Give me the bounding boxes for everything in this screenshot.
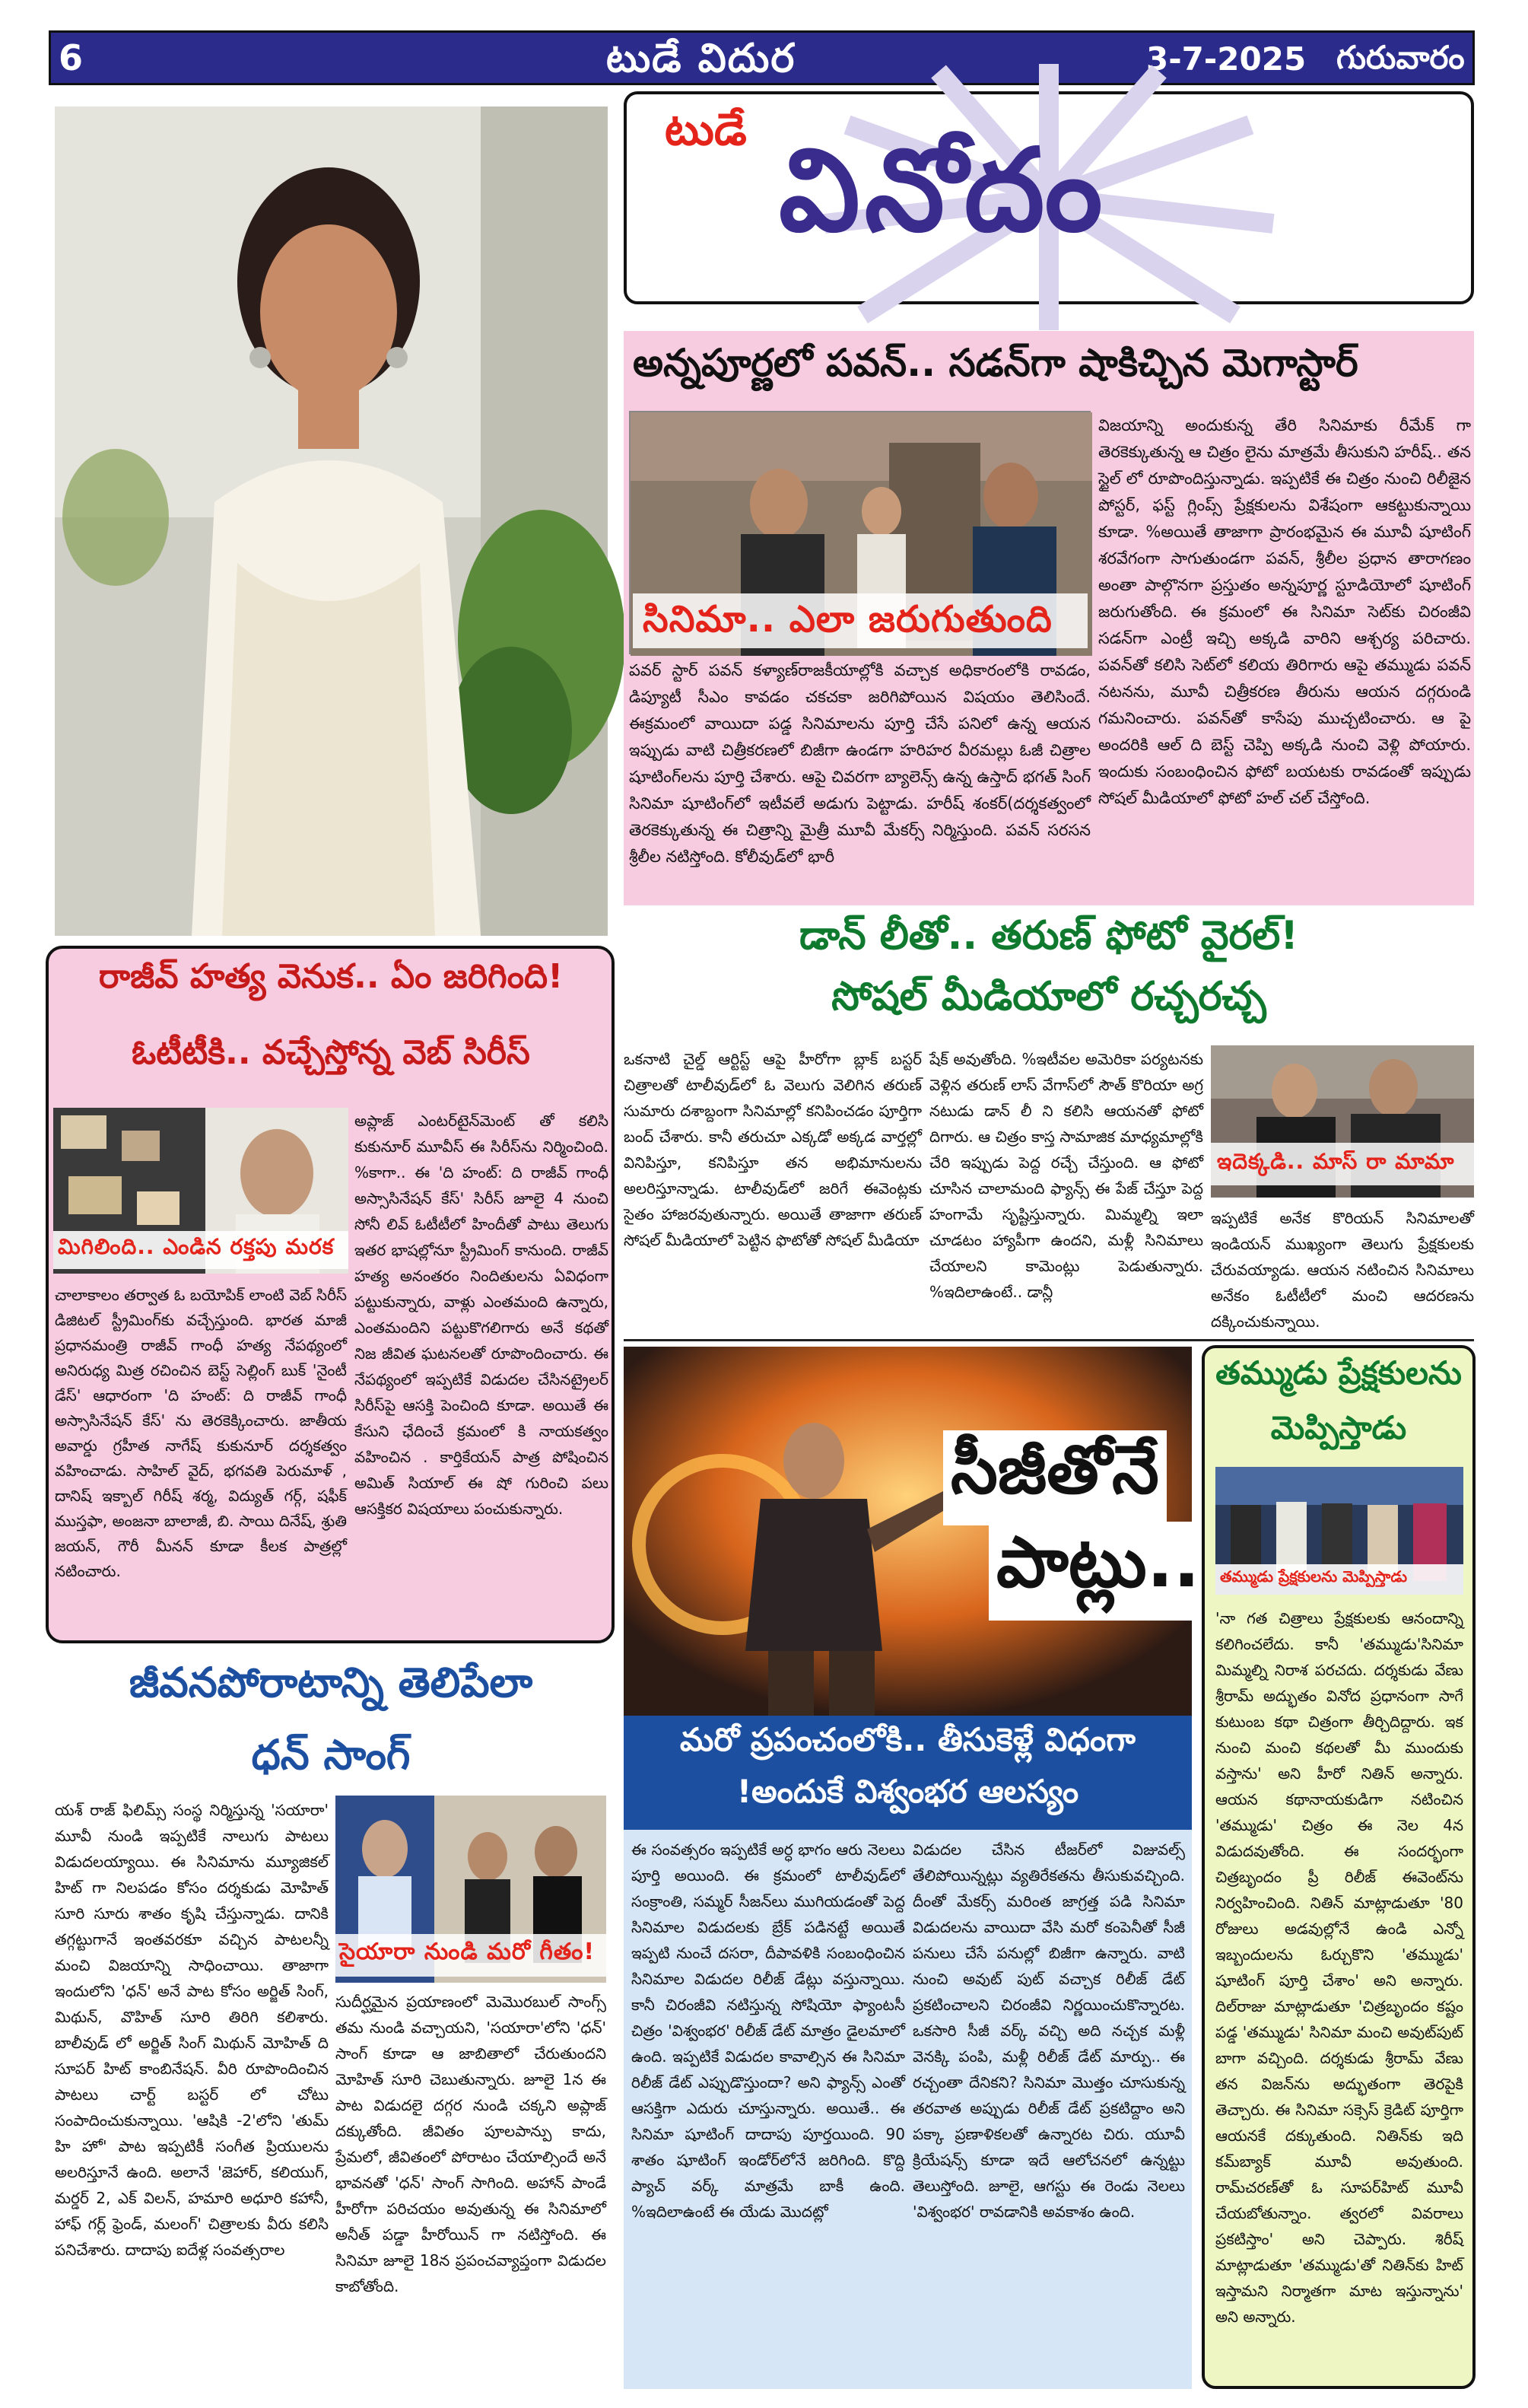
tarun-body-left: ఒకనాటి చైల్డ్ ఆర్టిస్ట్ ఆపై హీరోగా బ్లాక్ బస్టర్ చిత్రాలతో టాలీవుడ్‌లో ఓ వెలుగు వెలిగిన తరుణ్ సుమారు దశాబ్దంగా సినిమాల్లో కనిపించడం పూర్తిగా బంద్ చేశారు. కానీ తరుచూ ఎక్కడో అక్కడ వార్తల్లో వినిపిస్తూ, కనిపిస్తూ తన అభిమానులను అలరిస్తూన్నాడు. టాలీవుడ్‌లో జరిగే ఈవెంట్లకు సైతం హాజరవుతున్నారు. అయితే తాజాగా తరుణ్ సోషల్ మీడియాలో పెట్టిన ఫొటోతో సోషల్ మీడియా (624, 1050, 922, 1249)
dhun-headline-line1: జీవనపోరాటాన్ని తెలిపేలా (129, 1659, 533, 1707)
banner-big-text: వినోదం (779, 125, 1107, 257)
rajiv-headline-line1: రాజీవ్ హత్య వెనుక.. ఏం జరిగింది! (98, 957, 564, 996)
issue-date: 3-7-2025 (1146, 40, 1307, 78)
divider (624, 1339, 1474, 1341)
thammudu-headline-line1: తమ్ముడు ప్రేక్షకులను (1215, 1354, 1462, 1392)
annapurna-photo-caption: సినిమా.. ఎలా జరుగుతుంది (643, 598, 1053, 641)
vishwambhara-photo-text-2: పాట్లు.. (989, 1522, 1208, 1621)
actress-photo (55, 107, 608, 936)
annapurna-body-right: విజయాన్ని అందుకున్న తేరి సినిమాకు రీమేక్ గా తెరకెక్కుతున్న ఆ చిత్రం లైను మాత్రమే తీసుకుని హరీష్.. తన స్టైల్ లో రూపొందిస్తున్నాడు. ఇప్పటికే ఈ చిత్రం నుంచి రిలీజైన పోస్టర్, ఫస్ట్ గ్లింప్స్ ప్రేక్షకులను విశేషంగా ఆకట్టుకున్నాయి కూడా. %అయితే తాజాగా ప్రారంభమైన ఈ మూవీ షూటింగ్ శరవేగంగా సాగుతుండగా పవన్, శ్రీలీల ప్రధాన తారాగణం అంతా పాల్గొనగా ప్రస్తుతం అన్నపూర్ణ స్టూడియోలో షూటింగ్ జరుగుతోంది. ఈ క్రమంలో ఈ సినిమా సెట్‌కు చిరంజీవి సడన్‌గా ఎంట్రీ ఇచ్చి అక్కడి వారిని ఆశ్చర్య పరిచారు. పవన్‌తో కలిసి సెట్‌లో కలియ తిరిగారు ఆపై తమ్ముడు పవన్ నటనను, మూవీ చిత్రీకరణ తీరును ఆయన దగ్గరుండి గమనించారు. పవన్‌తో కాసేపు ముచ్చటించారు. ఆ పై అందరికి ఆల్ ది బెస్ట్ చెప్పి అక్కడి నుంచి వెళ్లి పోయారు. ఇందుకు సంబంధించిన ఫోటో బయటకు రావడంతో ఇప్పుడు సోషల్ మీడియాలో ఫోటో హల్ చల్ చేస్తోంది. (1098, 416, 1471, 807)
masthead-bar (49, 30, 1475, 85)
dhun-photo-caption: సైయారా నుండి మరో గీతం! (339, 1939, 596, 1965)
issue-weekday: గురువారం (1336, 39, 1465, 76)
page-number: 6 (59, 37, 84, 78)
annapurna-headline: అన్నపూర్ణలో పవన్.. సడన్‌గా షాకిచ్చిన మెగాస్టార్ (633, 341, 1358, 385)
vishwambhara-headline-line2: !అందుకే విశ్వంభర ఆలస్యం (736, 1773, 1079, 1810)
annapurna-body-left: పవర్ స్టార్ పవన్ కళ్యాణ్‌రాజకీయాల్లోకి వచ్చాక అధికారంలోకి రావడం, డిప్యూటీ సీఎం కావడం చకచకా జరిగిపోయిన విషయం తెలిసిందే. ఈక్రమంలో వాయిదా పడ్డ సినిమాలను పూర్తి చేసే పనిలో ఉన్న ఆయన ఇప్పుడు వాటి చిత్రీకరణలో బిజీగా ఉండగా హరిహర వీరమల్లు ఓజీ చిత్రాల షూటింగ్‌లను పూర్తి చేశారు. ఆపై చివరగా బ్యాలెన్స్ ఉన్న ఉస్తాద్ భగత్ సింగ్ సినిమా షూటింగ్‌లో ఇటీవలే అడుగు పెట్టాడు. హరీష్ శంకర్(దర్శకత్వంలో తెరకెక్కుతున్న ఈ చిత్రాన్ని మైత్రీ మూవీ మేకర్స్ నిర్మిస్తుంది. పవన్ సరసన శ్రీలీల నటిస్తోంది. కోలీవుడ్‌లో భారీ (629, 661, 1091, 866)
tarun-headline-line1: డాన్ లీతో.. తరుణ్ ఫోటో వైరల్! (799, 913, 1298, 959)
dhun-body-right: సుదీర్ఘమైన ప్రయాణంలో మెమొరబుల్ సాంగ్స్ తమ నుండి వచ్చాయని, 'సయారా'లోని 'ధన్' సాంగ్ కూడా ఆ జాబితాలో చేరుతుందని మోహిత్ సూరి చెబుతున్నారు. జూలై 1న ఈ పాట విడుదలై దగ్గర నుండి చక్కని అప్లాజ్ దక్కుతోంది. జీవితం పూలపాన్పు కాదు, ప్రేమలో, జీవితంలో పోరాటం చేయాల్సిందే అనే భావనతో 'ధన్' సాంగ్ సాగింది. అహాన్ పాండే హీరోగా పరిచయం అవుతున్న ఈ సినిమాలో అనీత్ పడ్డా హీరోయిన్ గా నటిస్తోంది. ఈ సినిమా జూలై 18న ప్రపంచవ్యాప్తంగా విడుదల కాబోతోంది. (335, 1993, 606, 2295)
rajiv-body-right-cont (354, 1298, 608, 1633)
paper-name: టుడే విదుర (606, 36, 796, 81)
tarun-photo-caption: ఇదెక్కడి.. మాస్ రా మామా (1217, 1149, 1455, 1174)
rajiv-headline-line2: ఓటీటీకి.. వచ్చేస్తోన్న వెబ్ సిరీస్ (132, 1033, 530, 1072)
thammudu-body: 'నా గత చిత్రాలు ప్రేక్షకులకు ఆనందాన్ని కలిగించలేదు. కానీ 'తమ్ముడు'సినిమా మిమ్మల్ని నిరాశ పరచదు. దర్శకుడు వేణు శ్రీరామ్ అద్భుతం వినోద ప్రధానంగా సాగే కుటుంబ కథా చిత్రంగా తీర్చిదిద్దారు. ఇక నుంచి మంచి కథలతో మీ ముందుకు వస్తాను' అని హీరో నితిన్ అన్నారు. ఆయన కథానాయకుడిగా నటించిన 'తమ్ముడు' చిత్రం ఈ నెల 4న విడుదవుతోంది. ఈ సందర్భంగా చిత్రబృందం ప్రీ రిలీజ్ ఈవెంట్‌ను నిర్వహించింది. నితిన్ మాట్లాడుతూ '80 రోజులు అడవుల్లోనే ఉండి ఎన్నో ఇబ్బందులను ఓర్చుకొని 'తమ్ముడు' షూటింగ్ పూర్తి చేశాం' అని అన్నారు. దిల్‌రాజు మాట్లాడుతూ 'చిత్రబృందం కష్టం పడ్డ 'తమ్ముడు' సినిమా మంచి అవుట్‌పుట్ బాగా వచ్చింది. దర్శకుడు శ్రీరామ్ వేణు తన విజన్‌ను అద్భుతంగా తెరపైకి తెచ్చారు. ఈ సినిమా సక్సెస్ క్రెడిట్ పూర్తిగా ఆయనకే దక్కుతుంది. నితిన్‌కు ఇది కమ్‌బ్యాక్ మూవీ అవుతుంది. రామ్‌చరణ్‌తో ఓ సూపర్‌హిట్ మూవీ చేయబోతున్నాం. త్వరలో వివరాలు ప్రకటిస్తాం' అని చెప్పారు. శిరీష్ మాట్లాడుతూ 'తమ్ముడు'తో నితిన్‌కు హిట్ ఇస్తామని నిర్మాతగా మాట ఇస్తున్నాను' అని అన్నారు. (1215, 1609, 1463, 2326)
thammudu-photo-caption: తమ్ముడు ప్రేక్షకులను మెప్పిస్తాడు (1220, 1567, 1408, 1586)
tarun-body-right: ఇప్పటికే అనేక కొరియన్ సినిమాలతో ఇండియన్ ముఖ్యంగా తెలుగు ప్రేక్షకులకు చేరువయ్యాడు. ఆయన నటించిన సినిమాలు అనేకం ఓటీటీలో మంచి ఆదరణను దక్కించుకున్నాయి. (1211, 1209, 1474, 1331)
vishwambhara-body-right: విడుదల చేసిన టీజర్‌లో విజువల్స్ తేలిపోయిన్నట్లు వ్యతిరేకతను తీసుకువచ్చింది. దీంతో మేకర్స్ మరింత జాగ్రత్త పడి సినిమా విడుదలను వాయిదా వేసి మరో కంపెనీతో సీజీ పనులు చేసే పనుల్లో బిజీగా ఉన్నారు. వాటి నుంచి అవుట్ పుట్ వచ్చాక రిలీజ్ డేట్ ప్రకటించాలని చిరంజీవి నిర్ణయించుకొన్నారట. ఒకసారి సీజీ వర్క్ వచ్చి అది నచ్చక మళ్లీ వెనక్కి పంపి, మళ్లీ రిలీజ్ డేట్ మార్పు.. ఈ రచ్చంతా దేనికని? సినిమా మొత్తం చూసుకున్న తరవాత అప్పుడు రిలీజ్ డేట్ ప్రకటిద్దాం అని పక్కా ప్రణాళికలతో ఉన్నారట చిరు. యూవీ క్రియేషన్స్ కూడా ఇదే ఆలోచనలో ఉన్నట్టు తెలుస్తోంది. జూలై, ఆగస్టు ఈ రెండు నెలలు 'విశ్వంభర' రావడానికి అవకాశం ఉంది. (913, 1840, 1185, 2221)
rajiv-body-full: చాలాకాలం తర్వాత ఓ బయోపిక్ లాంటి వెబ్ సిరీస్ డిజిటల్ స్ట్రీమింగ్‌కు వచ్చేస్తుంది. భారత మాజీ ప్రధానమంత్రి రాజీవ్ గాంధీ హత్య నేపథ్యంలో అనిరుధ్య మిత్ర రచించిన బెస్ట్ సెల్లింగ్ బుక్ 'నైంటీ డేస్' ఆధారంగా 'ది హంట్: ది రాజీవ్ గాంధీ అస్సాసినేషన్ కేస్' ను తెరకెక్కించారు. జాతీయ అవార్డు గ్రహీత నాగేష్ కుకునూర్ దర్శకత్వం వహించాడు. సాహిల్ వైద్, భగవతి పెరుమాళ్ , దానిష్ ఇక్బాల్ గిరీష్ శర్మ, విద్యుత్ గర్గ్, షఫీక్ ముస్తఫా, అంజనా బాలాజీ, బి. సాయి దినేష్, శ్రుతి జయన్, గౌరీ మీనన్ కూడా కీలక పాత్రల్లో నటించారు. (55, 1286, 347, 1580)
tarun-body-mid: షేక్ అవుతోంది. %ఇటీవల అమెరికా పర్యటనకు వెళ్లిన తరుణ్ లాస్ వేగాస్‌లో సౌత్ కొరియా అగ్ర నటుడు డాన్ లీ ని కలిసి ఆయనతో ఫోటో దిగారు. ఆ చిత్రం కాస్త సామాజిక మాధ్యమాల్లోకి చేరి ఇప్పుడు పెద్ద రచ్చే చేస్తుంది. ఆ ఫోటో చూసిన చాలామంది ఫ్యాన్స్ ఈ పేజ్ చేస్తూ పెద్ద హంగామే సృష్టిస్తున్నారు. మిమ్మల్ని ఇలా చూడటం హ్యాపీగా ఉందని, మళ్లీ సినిమాలు చేయాలని కామెంట్లు పెడుతున్నారు. %ఇదిలాఉంటే.. డాన్లీ (929, 1050, 1203, 1301)
vishwambhara-photo-text-1: సీజీతోనే (943, 1430, 1167, 1525)
vishwambhara-body-left: ఈ సంవత్సరం ఇప్పటికే అర్ధ భాగం ఆరు నెలలు పూర్తి అయింది. ఈ క్రమంలో టాలీవుడ్‌లో సంక్రాంతి, సమ్మర్ సీజన్‌లు ముగియడంతో పెద్ద సినిమాల విడుదలకు బ్రేక్ పడినట్టే అయితే ఇప్పటి నుంచే దసరా, దీపావళికి సంబంధించిన సినిమాల విడుదల రిలీజ్ డేట్లు వస్తున్నాయి. కానీ చిరంజీవి నటిస్తున్న సోషియో ఫ్యాంటసీ చిత్రం 'విశ్వంభర' రిలీజ్ డేట్ మాత్రం డైలమాలో ఉంది. ఇప్పటికే విడుదల కావాల్సిన ఈ సినిమా రిలీజ్ డేట్ ఎప్పుడొస్తుందా? అని ఫ్యాన్స్ ఎంతో ఆసక్తిగా ఎదురు చూస్తున్నారు. అయితే.. ఈ సినిమా షూటింగ్ దాదాపు పూర్తయింది. 90 శాతం షూటింగ్ ఇండోర్‌లోనే జరిగింది. కొద్ది ప్యాచ్ వర్క్ మాత్రమే బాకీ ఉంది. %ఇదిలాఉంటే ఈ యేడు మొదట్లో (631, 1840, 905, 2221)
rajiv-body-right: అప్లాజ్ ఎంటర్‌టైన్‌మెంట్ తో కలిసి కుకునూర్ మూవీస్ ఈ సిరీస్‌ను నిర్మించింది. %కాగా.. ఈ 'ది హంట్: ది రాజీవ్ గాంధీ అస్సాసినేషన్ కేస్' సిరీస్ జూలై 4 నుంచి సోనీ లివ్ ఓటీటీలో హిందీతో పాటు తెలుగు ఇతర భాషల్లోనూ స్ట్రీమింగ్ కానుంది. రాజీవ్ హత్య అనంతరం నిందితులను ఏవిధంగా పట్టుకున్నారు, వాళ్లు ఎంతమంది ఉన్నారు, ఎంతమందిని పట్టుకొగలిగారు అనే కథతో నిజ జీవిత ఘటనలతో రూపొందించారు. ఈ నేపథ్యంలో ఇప్పటికే విడుదల చేసినట్రైలర్ సిరీస్‌పై ఆసక్తి పెంచింది కూడా. అయితే ఈ కేసుని ఛేదించే క్రమంలో కి నాయకత్వం వహించిన . కార్తికేయన్ పాత్ర పోషించిన అమిత్ సియాల్ ఈ షో గురించి పలు ఆసక్తికర విషయాలు పంచుకున్నారు. (354, 1112, 608, 1518)
dhun-body-left: యశ్ రాజ్ ఫిలిమ్స్ సంస్థ నిర్మిస్తున్న 'సయారా' మూవీ నుండి ఇప్పటికే నాలుగు పాటలు విడుదలయ్యాయి. ఈ సినిమాను మ్యూజికల్ హిట్ గా నిలపడం కోసం దర్శకుడు మోహిత్ సూరి సూరు శాతం కృషి చేస్తున్నాడు. దానికి తగ్గట్టుగానే ఇంతవరకూ వచ్చిన పాటలన్నీ మంచి విజయాన్ని సాధించాయి. తాజాగా ఇందులోని 'ధన్' అనే పాట కోసం అర్జిత్ సింగ్, మిథున్, వొహిత్ సూరి తిరిగి కలిశారు. బాలీవుడ్ లో అర్జిత్ సింగ్ మిథున్ మోహిత్ ది సూపర్ హిట్ కాంబినేషన్. వీరి రూపొందించిన పాటలు చార్ట్ బస్టర్ లో చోటు సంపాదించుకున్నాయి. 'ఆషికి -2'లోని 'తుమ్ హి హో' పాట ఇప్పటికీ సంగీత ప్రియులను అలరిస్తూనే ఉంది. అలానే 'జెహార్, కలియుగ్, మర్డర్ 2, ఎక్ విలన్, హమారి అధూరి కహానీ, హాఫ్ గర్ల్ ఫ్రెండ్, మలంగ్' చిత్రాలకు వీరు కలిసి పనిచేశారు. దాదాపు ఐదేళ్ల సంవత్సరాల (55, 1801, 329, 2259)
section-banner (624, 91, 1474, 304)
banner-small-text: టుడే (665, 103, 747, 155)
thammudu-headline-line2: మెప్పిస్తాడు (1270, 1409, 1407, 1446)
tarun-headline-line2: సోషల్ మీడియాలో రచ్చరచ్చ (831, 974, 1266, 1020)
vishwambhara-headline-line1: మరో ప్రపంచంలోకి.. తీసుకెళ్లే విధంగా (680, 1721, 1136, 1758)
dhun-headline-line2: ధన్ సాంగ్ (251, 1731, 411, 1779)
rajiv-photo-caption: మిగిలింది.. ఎండిన రక్తపు మరక (58, 1234, 335, 1259)
